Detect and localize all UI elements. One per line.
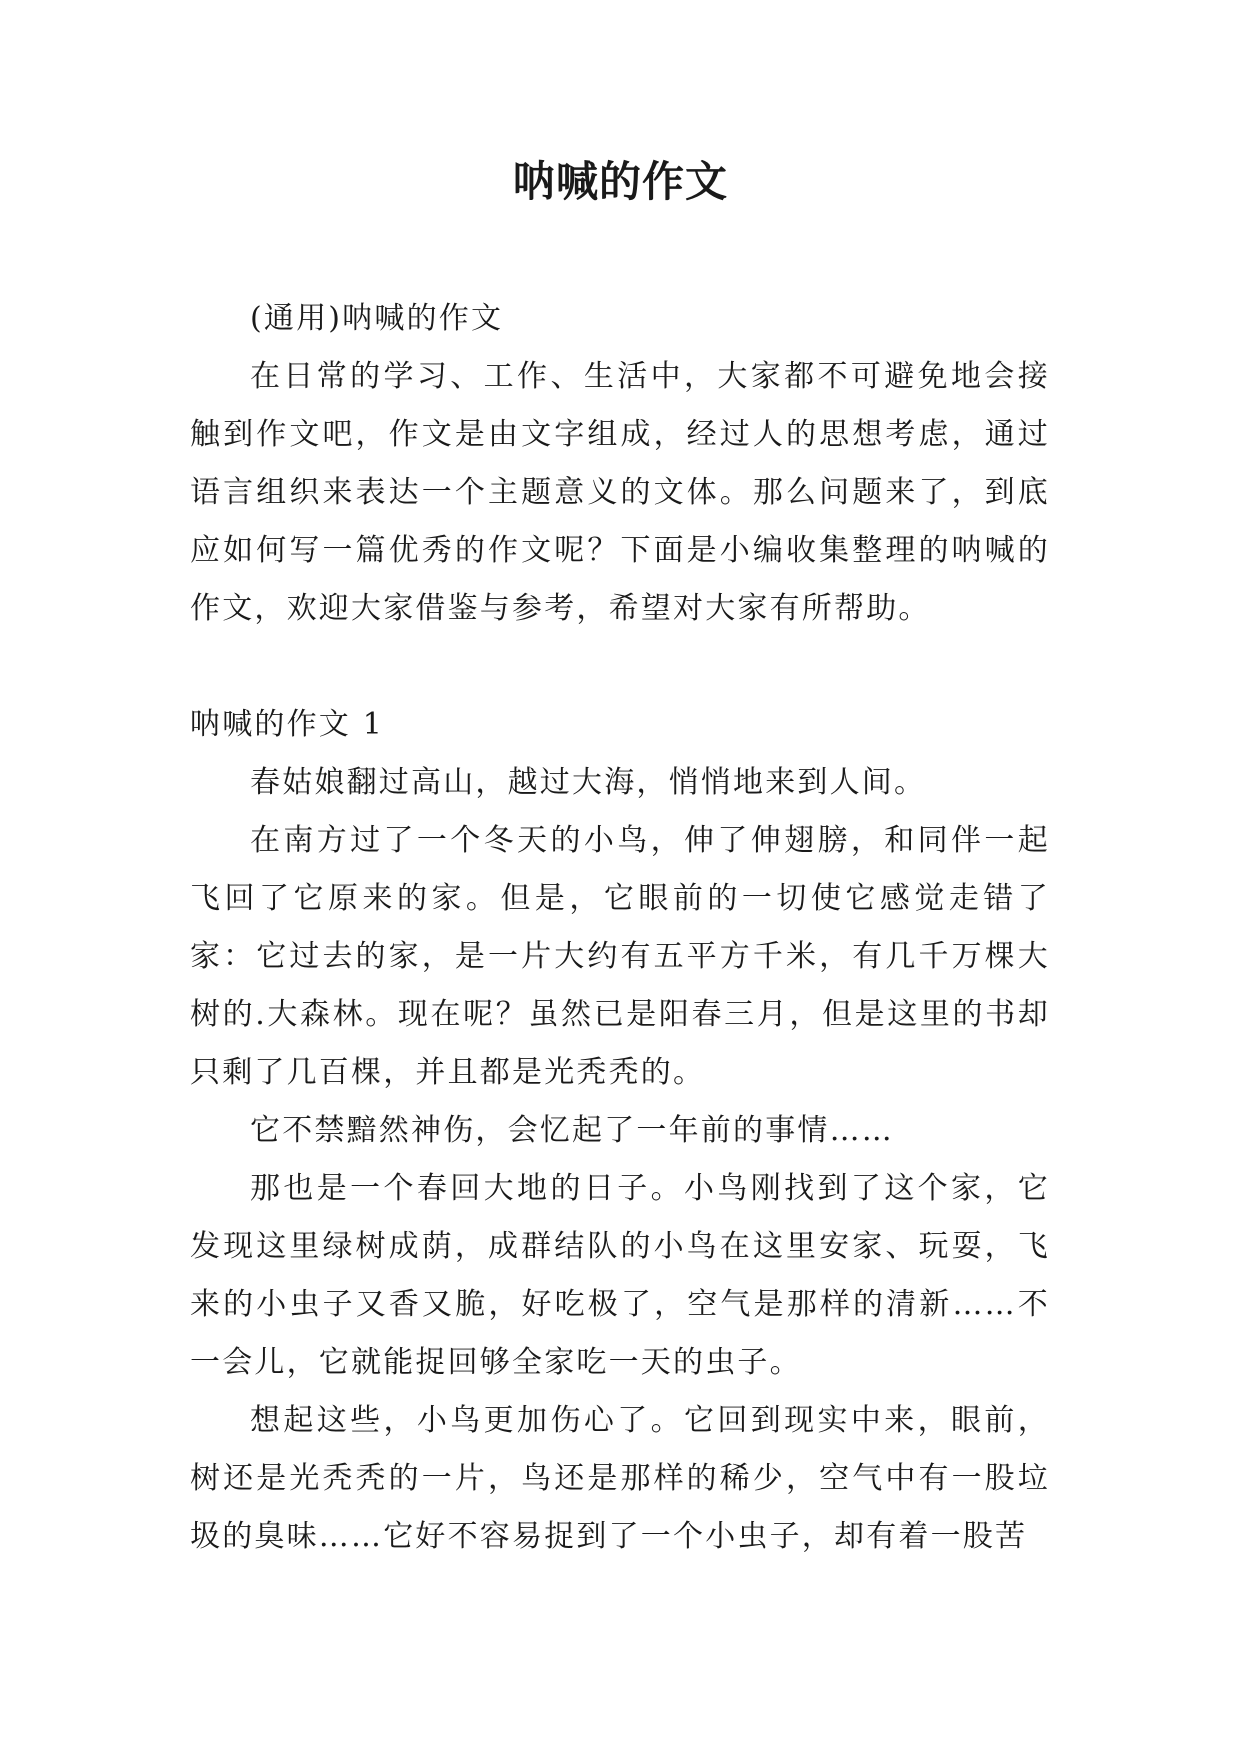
section-heading: 呐喊的作文 1 (190, 707, 385, 742)
body-paragraph: 那也是一个春回大地的日子。小鸟刚找到了这个家，它发现这里绿树成荫，成群结队的小鸟在这里安家、玩耍，飞来的小虫子又香又脆，好吃极了，空气是那样的清新……不一会儿，它就能捉回够全家吃一天的虫子。 (190, 1171, 1050, 1380)
body-paragraph: 春姑娘翻过高山，越过大海，悄悄地来到人间。 (250, 765, 927, 800)
document-title: 呐喊的作文 (512, 157, 728, 206)
document-subtitle: (通用)呐喊的作文 (250, 301, 504, 336)
body-paragraph: 在南方过了一个冬天的小鸟，伸了伸翅膀，和同伴一起飞回了它原来的家。但是，它眼前的一切使它感觉走错了家：它过去的家，是一片大约有五平方千米，有几千万棵大树的.大森林。现在呢？虽然已是阳春三月，但是这里的书却只剩了几百棵，并且都是光秃秃的。 (190, 823, 1050, 1090)
body-paragraph: 它不禁黯然神伤，会忆起了一年前的事情…… (250, 1113, 894, 1148)
document-body (190, 290, 1050, 1566)
intro-paragraph: 在日常的学习、工作、生活中，大家都不可避免地会接触到作文吧，作文是由文字组成，经过人的思想考虑，通过语言组织来表达一个主题意义的文体。那么问题来了，到底应如何写一篇优秀的作文呢？下面是小编收集整理的呐喊的作文，欢迎大家借鉴与参考，希望对大家有所帮助。 (190, 359, 1050, 626)
body-paragraph: 想起这些，小鸟更加伤心了。它回到现实中来，眼前，树还是光秃秃的一片，鸟还是那样的稀少，空气中有一股垃圾的臭味……它好不容易捉到了一个小虫子，却有着一股苦 (190, 1403, 1050, 1554)
